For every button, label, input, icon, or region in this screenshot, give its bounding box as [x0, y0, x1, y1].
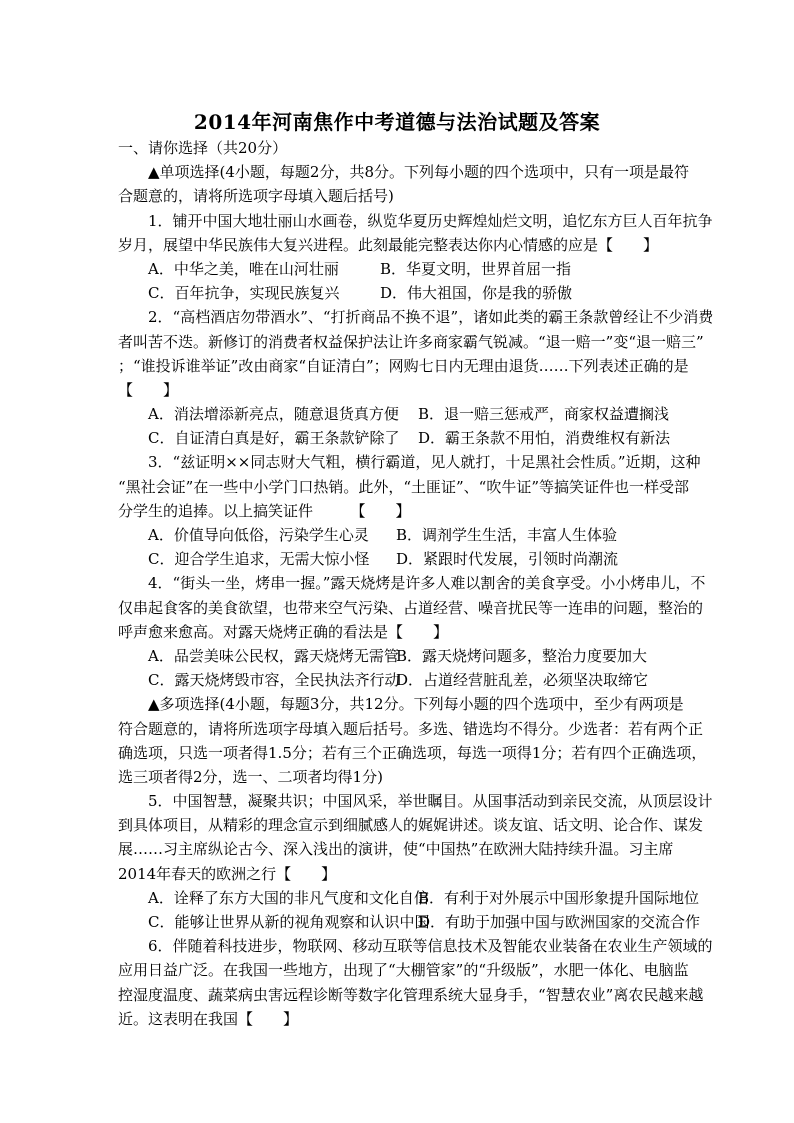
- answer-options-row: [118, 644, 688, 668]
- text-line: 到具体项目，从精彩的理念宣示到细腻感人的娓娓讲述。谈友谊、话文明、论合作、谋发: [118, 816, 704, 835]
- text-line: 3．“兹证明××同志财大气粗，横行霸道，见人就打，十足黑社会性质。”近期，这种: [148, 453, 701, 472]
- answer-options-row: [118, 886, 700, 910]
- document-body: [118, 136, 714, 1031]
- option: D．霸王条款不用怕，消费维权有新法: [418, 429, 671, 448]
- text-line: “黑社会证”在一些中小学门口热销。此外，“土匪证”、“吹牛证”等搞笑证件也一样受部: [118, 477, 690, 496]
- option: D．伟大祖国，你是我的骄傲: [380, 284, 573, 303]
- answer-options-row: [118, 281, 688, 305]
- answer-options-row: [118, 547, 688, 571]
- text-line: 【 】: [118, 380, 179, 399]
- text-line: 确选项，只选一项者得1.5分；若有三个正确选项，每选一项得1分；若有四个正确选项，: [118, 743, 707, 762]
- option: B．有利于对外展示中国形象提升国际地位: [418, 888, 700, 907]
- text-line: 近。这表明在我国【 】: [118, 1009, 299, 1028]
- text-line: 2014年春天的欧洲之行【 】: [118, 864, 337, 883]
- question-lines: [118, 160, 714, 1031]
- document-title: 2014年河南焦作中考道德与法治试题及答案: [193, 110, 601, 134]
- answer-options-row: [118, 402, 688, 426]
- option: A．价值导向低俗，污染学生心灵: [148, 526, 369, 544]
- answer-options-row: [118, 426, 688, 450]
- option: B．露天烧烤问题多，整治力度要加大: [396, 646, 648, 665]
- option: D．紧跟时代发展，引领时尚潮流: [396, 550, 619, 569]
- option: C．露天烧烤毁市容，全民执法齐行动: [148, 671, 400, 690]
- section-heading: 一、请你选择（共20分）: [118, 139, 288, 157]
- option: C．百年抗争，实现民族复兴: [148, 284, 340, 303]
- text-line: 6．伴随着科技进步，物联网、移动互联等信息技术及智能农业装备在农业生产领域的: [148, 937, 713, 956]
- option: B．调剂学生生活，丰富人生体验: [396, 526, 618, 544]
- answer-options-row: [118, 668, 688, 692]
- option: A．品尝美味公民权，露天烧烤无需管: [148, 646, 399, 665]
- answer-options-row: [118, 910, 701, 934]
- text-line: 4．“街头一坐，烤串一握。”露天烧烤是许多人难以割舍的美食享受。小小烤串儿，不: [148, 574, 706, 593]
- text-line: 应用日益广泛。在我国一些地方，出现了“大棚管家”的“升级版”，水肥一体化、电脑监: [118, 961, 689, 980]
- text-line: 控湿度温度、蔬菜病虫害远程诊断等数字化管理系统大显身手，“智慧农业”离农民越来越: [118, 985, 704, 1004]
- option: C．迎合学生追求，无需大惊小怪: [148, 550, 370, 569]
- text-line: ▲多项选择(4小题，每题3分，共12分。下列每小题的四个选项中，至少有两项是: [148, 695, 684, 714]
- text-line: 选三项者得2分，选一、二项者均得1分): [118, 767, 383, 786]
- answer-options-row: [118, 257, 688, 281]
- text-line: 分学生的追捧。以上搞笑证件 【 】: [118, 501, 411, 520]
- answer-options-row: [118, 523, 688, 547]
- text-line: 岁月，展望中华民族伟大复兴进程。此刻最能完整表达你内心情感的应是【 】: [118, 235, 659, 254]
- text-line: 符合题意的，请将所选项字母填入题后括号。多选、错选均不得分。少选者：若有两个正: [118, 719, 704, 738]
- option: A．中华之美，唯在山河壮丽: [148, 259, 339, 278]
- text-line: 5．中国智慧，凝聚共识；中国风采，举世瞩目。从国事活动到亲民交流，从顶层设计: [148, 792, 713, 811]
- option: A．消法增添新亮点，随意退货真方便: [148, 405, 399, 424]
- option: D．有助于加强中国与欧洲国家的交流合作: [418, 913, 701, 931]
- text-line: 展……习主席纵论古今、深入浅出的演讲，使“中国热”在欧洲大陆持续升温。习主席: [118, 840, 674, 859]
- option: A．诠释了东方大国的非凡气度和文化自信: [148, 888, 429, 907]
- text-line: 者叫苦不迭。新修订的消费者权益保护法让许多商家霸气锐减。“退一赔一”变“退一赔三”: [118, 332, 704, 351]
- text-line: 合题意的，请将所选项字母填入题后括号): [118, 187, 394, 206]
- text-line: 1．铺开中国大地壮丽山水画卷，纵览华夏历史辉煌灿烂文明，追忆东方巨人百年抗争: [148, 211, 713, 230]
- option: C．能够让世界从新的视角观察和认识中国: [148, 913, 430, 931]
- option: D．占道经营脏乱差，必须坚决取缔它: [396, 671, 649, 690]
- text-line: 仅串起食客的美食欲望，也带来空气污染、占道经营、噪音扰民等一连串的问题，整治的: [118, 598, 704, 617]
- option: B．华夏文明，世界首屈一指: [380, 259, 572, 278]
- option: B．退一赔三惩戒严，商家权益遭搁浅: [418, 405, 670, 424]
- text-line: 2．“高档酒店勿带酒水”、“打折商品不换不退”，诸如此类的霸王条款曾经让不少消费: [148, 308, 714, 327]
- text-line: ▲单项选择(4小题，每题2分，共8分。下列每小题的四个选项中，只有一项是最符: [148, 163, 690, 182]
- option: C．自证清白真是好，霸王条款铲除了: [148, 429, 400, 448]
- text-line: ；“谁投诉谁举证”改由商家“自证清白”；网购七日内无理由退货……下列表述正确的是: [118, 356, 689, 375]
- text-line: 呼声愈来愈高。对露天烧烤正确的看法是【 】: [118, 622, 449, 641]
